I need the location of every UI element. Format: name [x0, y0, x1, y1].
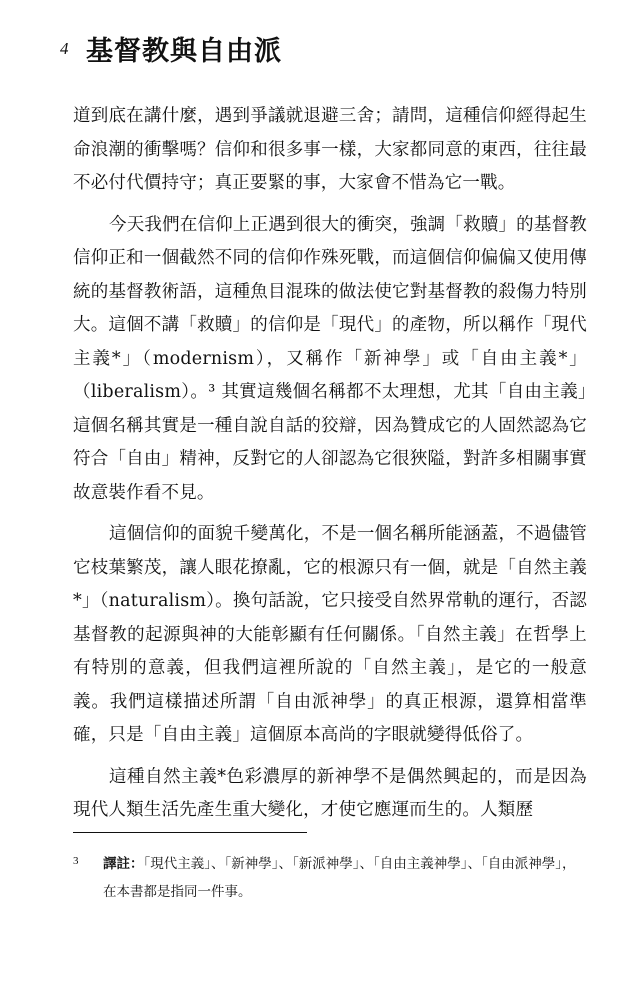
page-number: 4 [60, 39, 69, 58]
footnote [73, 850, 587, 906]
paragraph-4: 這種自然主義*色彩濃厚的新神學不是偶然興起的，而是因為現代人類生活先產生重大變化，才使它應運而生的。人類歷 [73, 766, 587, 820]
footnote-body [103, 850, 579, 906]
body-text [73, 100, 587, 828]
paragraph-2: 今天我們在信仰上正遇到很大的衝突，強調「救贖」的基督教信仰正和一個截然不同的信仰作殊死戰，而這個信仰偏偏又使用傳統的基督教術語，這種魚目混珠的做法使它對基督教的殺傷力特別大。這個不講「救贖」的信仰是「現代」的產物，所以稱作「現代主義*」（modernism），又稱作「新神學」或「自由主義*」（liberalism）。³ 其實這幾個名稱都不太理想，尤其「自由主義」這個名稱其實是一種自說自話的狡辯，因為贊成它的人固然認為它符合「自由」精神，反對它的人卻認為它很狹隘，對許多相關事實故意裝作看不見。 [73, 214, 587, 503]
footnote-label: 譯註： [103, 856, 144, 872]
paragraph-1: 道到底在講什麼，遇到爭議就退避三舍；請問，這種信仰經得起生命浪潮的衝擊嗎？信仰和很多事一樣，大家都同意的東西，往往最不必付代價持守；真正要緊的事，大家會不惜為它一戰。 [73, 106, 587, 193]
paragraph-3: 這個信仰的面貌千變萬化，不是一個名稱所能涵蓋，不過儘管它枝葉繁茂，讓人眼花撩亂，它的根源只有一個，就是「自然主義*」（naturalism）。換句話說，它只接受自然界常軌的運行，否認基督教的起源與神的大能彰顯有任何關係。「自然主義」在哲學上有特別的意義，但我們這裡所說的「自然主義」，是它的一般意義。我們這樣描述所謂「自由派神學」的真正根源，還算相當準確，只是「自由主義」這個原本高尚的字眼就變得低俗了。 [73, 524, 587, 745]
footnote-text: 「現代主義」、「新神學」、「新派神學」、「自由主義神學」、「自由派神學」，在本書都是指同一件事。 [103, 856, 576, 900]
running-title: 基督教與自由派 [86, 36, 282, 67]
footnote-marker: 3 [73, 855, 79, 867]
footnote-divider [73, 832, 307, 833]
